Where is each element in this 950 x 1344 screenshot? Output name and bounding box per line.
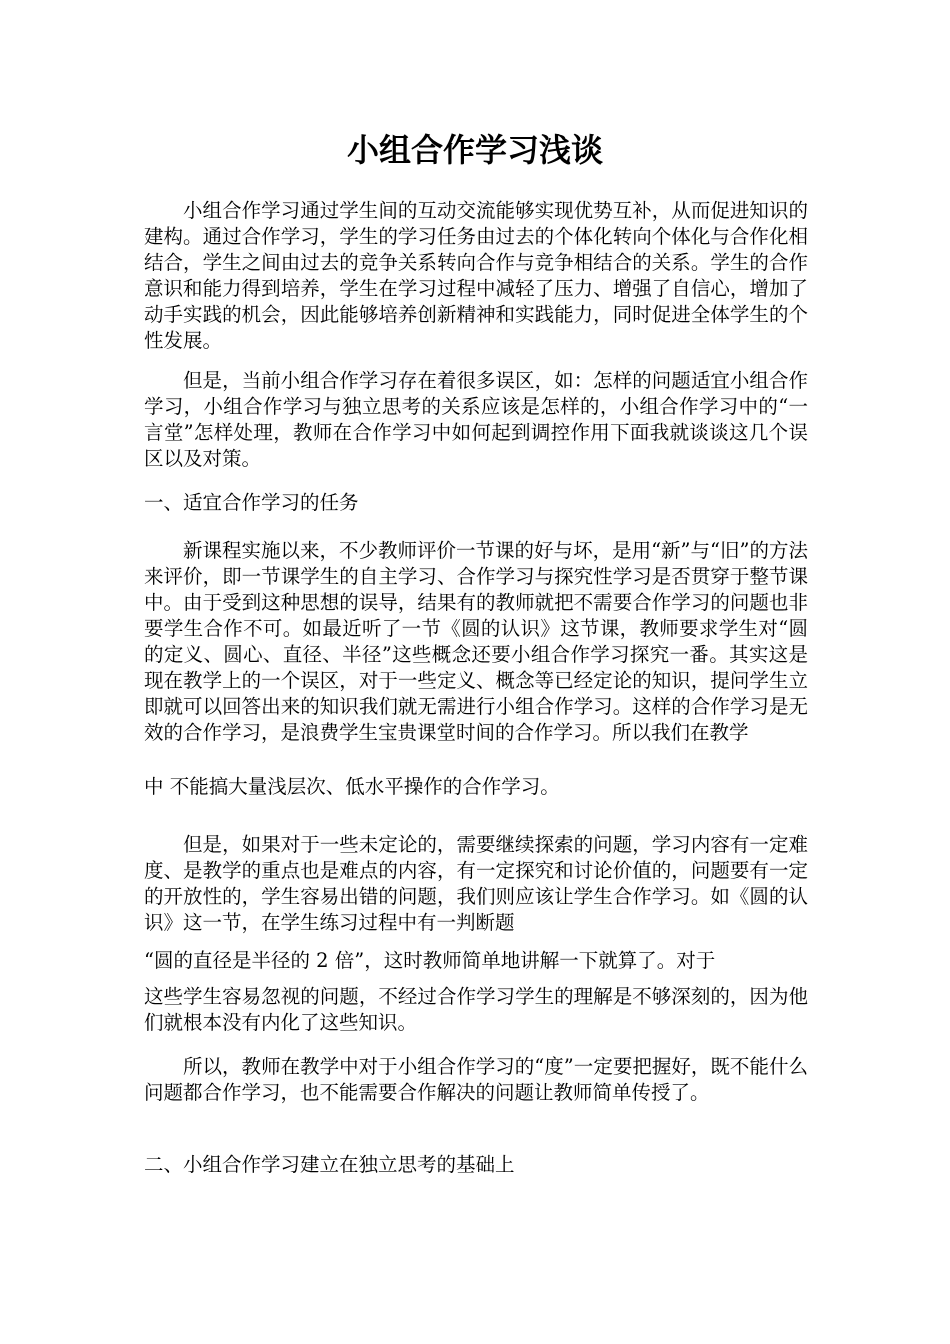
paragraph-degree: 所以，教师在教学中对于小组合作学习的“度”一定要把握好，既不能什么问题都合作学习，也不能需要合作解决的问题让教师简单传授了。 — [144, 1055, 808, 1104]
paragraph-open-problems-line2: “圆的直径是半径的 2 倍”，这时教师简单地讲解一下就算了。对于 — [144, 949, 716, 972]
document-title: 小组合作学习浅谈 — [346, 131, 603, 169]
paragraph-suitable-tasks: 新课程实施以来，不少教师评价一节课的好与坏，是用“新”与“旧”的方法来评价，即一节课学生的自主学习、合作学习与探究性学习是否贯穿于整节课中。由于受到这种思想的误导，结果有的教师就把不需要合作学习的问题也非要学生合作不可。如最近听了一节《圆的认识》这节课，教师要求学生对“圆的定义、圆心、直径、半径”这些概念还要小组合作学习探究一番。其实这是现在教学上的一个误区，对于一些定义、概念等已经定论的知识，提问学生立即就可以回答出来的知识我们就无需进行小组合作学习。这样的合作学习是无效的合作学习，是浪费学生宝贵课堂时间的合作学习。所以我们在教学 — [144, 539, 808, 744]
paragraph-open-problems-line3: 这些学生容易忽视的问题，不经过合作学习学生的理解是不够深刻的，因为他们就根本没有内化了这些知识。 — [144, 985, 808, 1034]
paragraph-suitable-tasks-end: 中 不能搞大量浅层次、低水平操作的合作学习。 — [144, 775, 560, 798]
section-heading-2: 二、小组合作学习建立在独立思考的基础上 — [144, 1153, 515, 1176]
section-heading-1: 一、适宜合作学习的任务 — [144, 491, 359, 514]
paragraph-intro: 小组合作学习通过学生间的互动交流能够实现优势互补，从而促进知识的建构。通过合作学习，学生的学习任务由过去的个体化转向个体化与合作化相结合，学生之间由过去的竞争关系转向合作与竞争相结合的关系。学生的合作意识和能力得到培养，学生在学习过程中减轻了压力、增强了自信心，增加了动手实践的机会，因此能够培养创新精神和实践能力，同时促进全体学生的个性发展。 — [144, 199, 808, 352]
paragraph-open-problems: 但是，如果对于一些未定论的，需要继续探索的问题，学习内容有一定难度、是教学的重点也是难点的内容，有一定探究和讨论价值的，问题要有一定的开放性的，学生容易出错的问题，我们则应该让学生合作学习。如《圆的认识》这一节，在学生练习过程中有一判断题 — [144, 833, 808, 934]
paragraph-misconceptions: 但是，当前小组合作学习存在着很多误区，如：怎样的问题适宜小组合作学习，小组合作学习与独立思考的关系应该是怎样的，小组合作学习中的“一言堂”怎样处理，教师在合作学习中如何起到调控作用下面我就谈谈这几个误区以及对策。 — [144, 369, 808, 470]
